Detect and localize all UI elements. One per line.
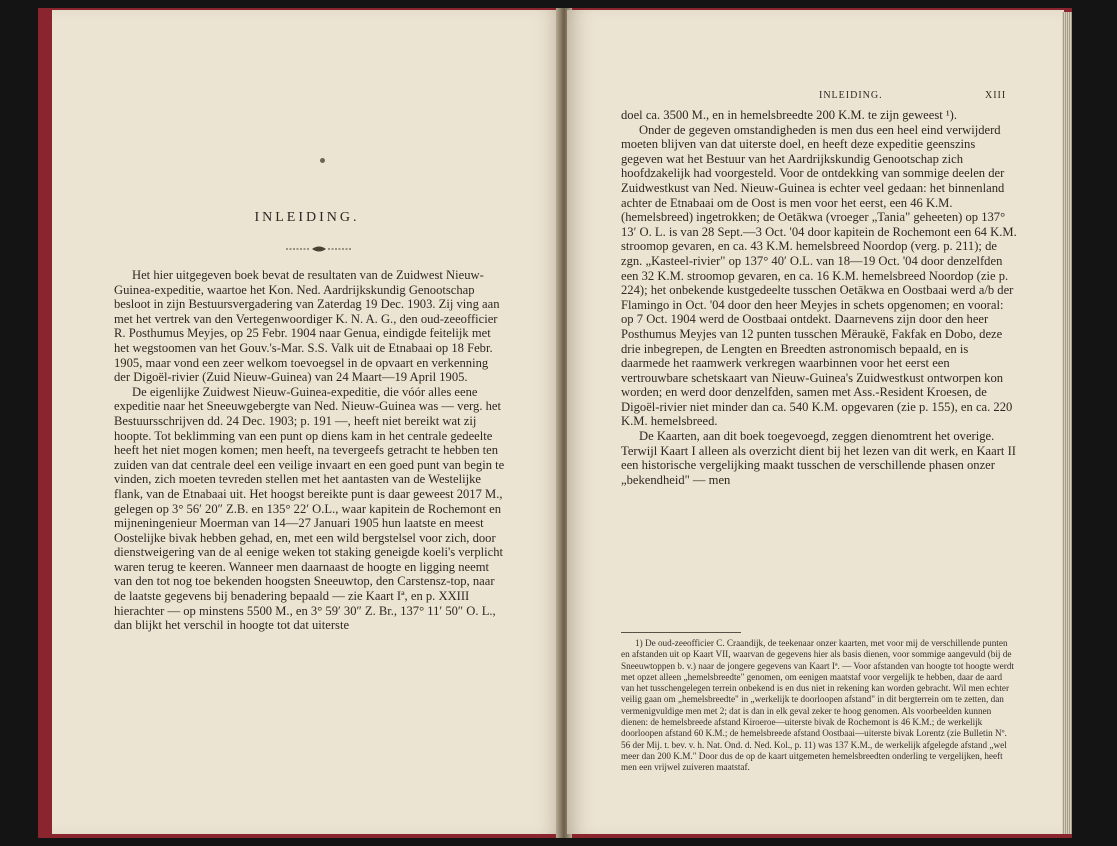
footnote-rule <box>621 632 741 633</box>
paragraph: De eigenlijke Zuidwest Nieuw-Guinea-expeditie, die vóór alles eene expeditie naar het Sneeuwgebergte van Ned. Nieuw-Guinea was — verg. het Bestuursschrijven dd. 24 Dec. 1903; p. 191 —, heeft niet bereikt wat zij hoopte. Tot beklimming van een punt op diens kam in het centrale gedeelte heeft het niet mogen komen; men heeft, na tevergeefs getracht te hebben ten zuiden van dat centrale deel een veilige invaart en een goed punt van begin te vinden, zich moeten tevreden stellen met het aantasten van de Westelijke flank, van de Etnabaai uit. Het hoogst bereikte punt is daar geweest 2017 M., gelegen op 3° 56′ 20″ Z.B. en 135° 22′ O.L., waar kapitein de Rochemont en mijneningenieur Moerman van 14—27 Januari 1905 hun laatste en meest Oostelijke bivak hebben gehad, en, met een wild bergstelsel voor zich, door dienstweigering van de al eenige weken tot staking geneigde koeli's verplicht waren terug te keeren. Wanneer men daarnaast de hoogte en ligging neemt van den tot nog toe bekenden hoogsten Sneeuwtop, den Carstensz-top, naar de laatste gegevens bij benadering bepaald — zie Kaart Iª, en p. XXIII hierachter — op minstens 5500 M., en 3° 59′ 30″ Z. Br., 137° 11′ 50″ O. L., dan blijkt het verschil in hoogte tot dat uiterste <box>114 384 505 633</box>
ornament-dot <box>320 158 325 163</box>
paragraph: doel ca. 3500 M., en in hemelsbreedte 200 K.M. te zijn geweest ¹). <box>621 108 958 122</box>
left-page <box>52 10 562 834</box>
footnote-text: 1) De oud-zeeofficier C. Craandijk, de teekenaar onzer kaarten, met voor mij de verschillende punten en afstanden uit op Kaart VII, waarvan de gegevens hier als basis dienen, voor sommige aangevuld (bij de Sneeuwtoppen b. v.) naar de jongere gegevens van Kaart Iª. — Voor afstanden van hoogte tot hoogte werdt met opzet alleen „hemelsbreedte" genomen, om eenigen maatstaf voor vergelijk te hebben, daar de aard van het tusschengelegen terrein onbekend is en dus niet in rekening kan worden gebracht. Wil men echter veilig gaan om „hemelsbreedte" in „werkelijk te doorloopen afstand" in dit bergterrein om te zetten, dan vermenigvuldige men met 2; dat is dan in elk geval zeker te hoog genomen. Als voorbeelden kunnen dienen: de hemelsbreede afstand Kiroeroe—uiterste bivak de Rochemont is 46 K.M.; de werkelijk doorloopen afstand 60 K.M.; de hemelsbreede afstand Oostbaai—uiterste bivak Lorentz (zie Bulletin Nº. 56 der Mij. t. bev. v. h. Nat. Ond. d. Ned. Kol., p. 11) was 137 K.M., de werkelijk afgelegde afstand „wel meer dan 200 K.M." Door dus de op de kaart uitgemeten hemelsbreedten onderling te vergelijken, heeft men een vrijwel zuiveren maatstaf. <box>621 638 1014 773</box>
paragraph: De Kaarten, aan dit boek toegevoegd, zeggen dienomtrent het overige. Terwijl Kaart I alleen als overzicht dient bij het lezen van dit werk, en Kaart II een historische vergelijking maakt tusschen de verschillende phasen onzer „bekendheid" — men <box>621 429 1016 487</box>
page-edges <box>1062 12 1072 834</box>
left-body-text <box>114 268 506 633</box>
paragraph: Onder de gegeven omstandigheden is men dus een heel eind verwijderd moeten blijven van dat uiterste doel, en heeft deze expeditie geenszins gegeven wat het Bestuur van het Aardrijkskundig Genootschap zich hoofdzakelijk had voorgesteld. Voor de ontdekking van sommige deelen der Zuidwestkust van Ned. Nieuw-Guinea is echter veel gedaan: het binnenland achter de Etnabaai om de Oost is men voor het eerst, een 46 K.M. (hemelsbreed) ingetrokken; de Oetākwa (vroeger „Tania" geheeten) op 137° 13′ O. L. is van 28 Sept.—3 Oct. '04 door kapitein de Rochemont een 64 K.M. stroomop gevaren, en ca. 43 K.M. hemelsbreed Noordop (verg. p. 211); de zgn. „Kasteel-rivier" op 137° 40′ O.L. van 18—19 Oct. '04 door denzelfden een 32 K.M. stroomop gevaren, en ca. 16 K.M. hemelsbreed Noordop (zie p. 224); het onbekende kustgedeelte tusschen Oetākwa en Oostbaai werd a/b der Flamingo in Oct. '04 door den heer Meyjes in schets opgenomen; en vooral: op 7 Oct. 1904 werd de Oostbaai ontdekt. Daarnevens zijn door den heer Posthumus Meyjes van 12 punten tusschen Mëraukë, Fakfak en Dobo, deze drie inbegrepen, de Lengten en Breedten astronomisch bepaald, en is daarmede het raamwerk verkregen waarbinnen voor het eerst een vertrouwbare schetskaart van Nieuw-Guinea's Zuidwestkust ontworpen kon worden; en werd door denzelfden, samen met Ass.-Resident Kroesen, de Digoël-rivier niet minder dan ca. 540 K.M. opgevaren (zie p. 155), en ca. 220 K.M. hemelsbreed. <box>621 122 1017 429</box>
footnote <box>621 638 1017 774</box>
running-head: INLEIDING. <box>819 90 883 101</box>
page-number: XIII <box>985 90 1007 101</box>
paragraph: Het hier uitgegeven boek bevat de resultaten van de Zuidwest Nieuw-Guinea-expeditie, waartoe het Kon. Ned. Aardrijkskundig Genootschap besloot in zijn Bestuursvergadering van Zaterdag 19 Dec. 1903. Zij ving aan met het vertrek van den Vertegenwoordiger K. N. A. G., den oud-zeeofficier R. Posthumus Meyjes, op 25 Febr. 1904 naar Genua, eindigde feitelijk met het wegstoomen van het Gouv.'s-Mar. S.S. Valk uit de Etnabaai op 18 Febr. 1905, maar vond een zeer welkom toevoegsel in de opvaart en verkenning der Digoël-rivier (Zuid Nieuw-Guinea) van 24 Maart—19 April 1905. <box>114 268 500 385</box>
title-ornament-icon <box>284 244 354 254</box>
right-body-text <box>621 108 1017 487</box>
right-page <box>567 10 1064 834</box>
chapter-title: INLEIDING. <box>254 210 360 225</box>
